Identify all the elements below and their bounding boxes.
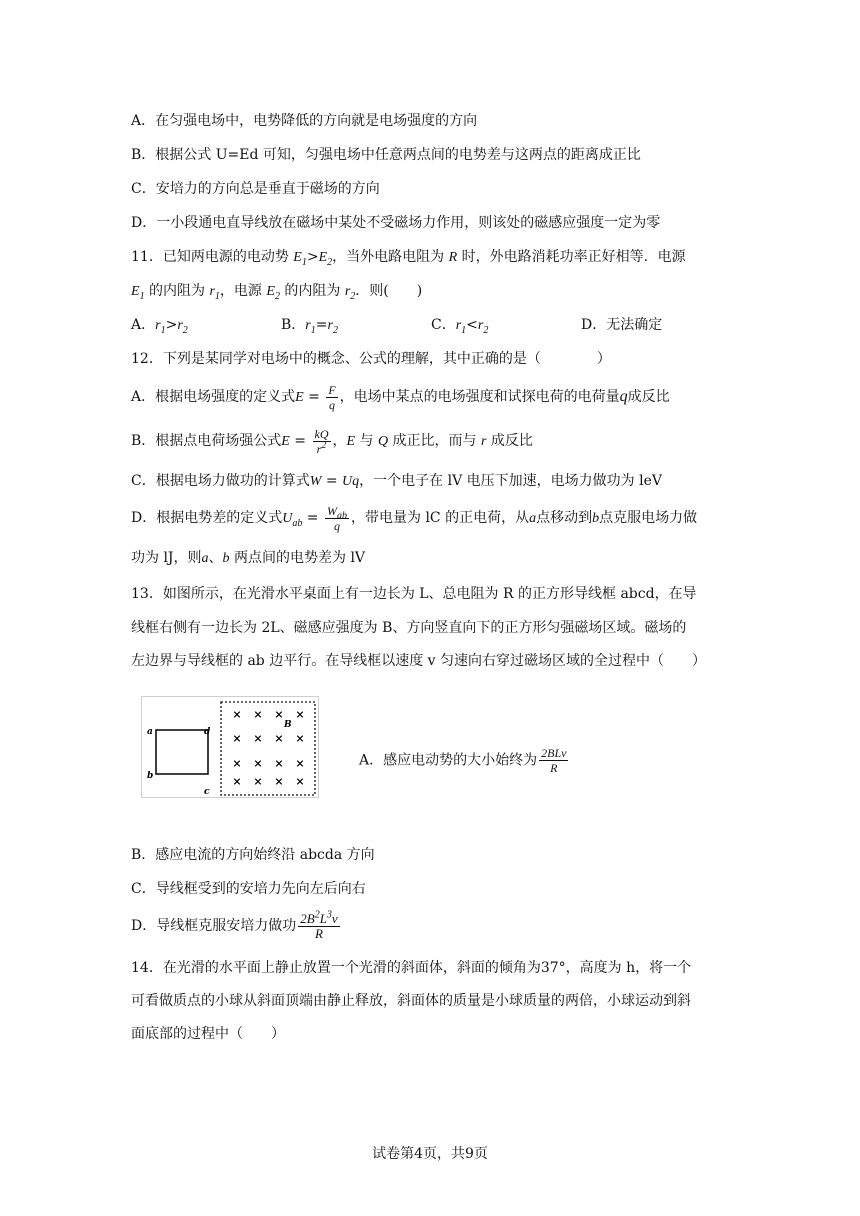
field-cross-3-0: × [232, 775, 242, 788]
q11-option-a: A．$r_1>r_2$ [131, 317, 188, 336]
q13-option-d: D．导线框克服安培力做功 $\frac{2B^2L^3v}{R}$ [131, 909, 338, 941]
q10-option-b: B．根据公式 U=Ed 可知，匀强电场中任意两点间的电势差与这两点的距离成正比 [131, 147, 641, 163]
q11-option-d: D．无法确定 [581, 317, 663, 333]
field-cross-0-1: × [253, 708, 263, 721]
q10-option-d: D．一小段通电直导线放在磁场中某处不受磁场力作用，则该处的磁感应强度一定为零 [131, 215, 661, 231]
figure-border [142, 697, 319, 798]
q13-option-a: A．感应电动势的大小始终为 $\frac{\text{2BLv}}{R}$ [359, 746, 567, 775]
q12-stem: 12．下列是某同学对电场中的概念、公式的理解，其中正确的是（ ） [131, 351, 611, 367]
label-a: a [147, 727, 153, 737]
q11-option-b: B．$r_1=r_2$ [281, 317, 338, 336]
field-cross-2-2: × [274, 757, 284, 770]
field-crosses [232, 708, 304, 788]
q13-stem-line2: 线框右侧有一边长为 2L、磁感应强度为 B、方向竖直向下的正方形匀强磁场区域。磁场的 [131, 620, 687, 636]
label-c: c [204, 787, 210, 797]
field-cross-0-3: × [295, 708, 305, 721]
q14-stem-line1: 14．在光滑的水平面上静止放置一个光滑的斜面体，斜面的倾角为37°，高度为 h，将一个 [131, 960, 692, 976]
q13-stem-line1: 13．如图所示，在光滑水平桌面上有一边长为 L、总电阻为 R 的正方形导线框 abcd，在导 [131, 586, 697, 602]
field-cross-1-1: × [253, 732, 263, 745]
field-cross-3-3: × [295, 775, 305, 788]
q14-stem-line2: 可看做质点的小球从斜面顶端由静止释放，斜面体的质量是小球质量的两倍，小球运动到斜 [131, 993, 691, 1009]
q11-option-c: C．$r_1<r_2$ [431, 317, 489, 336]
field-cross-1-2: × [274, 732, 284, 745]
q13-option-c: C．导线框受到的安培力先向左后向右 [131, 881, 366, 897]
q12-option-a: A．根据电场强度的定义式E = $\frac{F}{q}$ ，电场中某点的电场强度和试探电荷的电荷量q成反比 [131, 382, 670, 412]
q12-option-d: D．根据电势差的定义式$U_{ab}$ = $\frac{W_{ab}}{q}$ ，带电量为 lC 的正电荷，从a点移动到b点克服电场力做 [131, 503, 698, 533]
field-cross-1-0: × [232, 732, 242, 745]
q13-option-b: B．感应电流的方向始终沿 abcda 方向 [131, 847, 375, 863]
label-field-B: B [284, 720, 292, 730]
q13-stem-line3: 左边界与导线框的 ab 边平行。在导线框以速度 v 匀速向右穿过磁场区域的全过程中（ ） [131, 653, 707, 669]
q12-option-c: C．根据电场力做功的计算式W = Uq，一个电子在 lV 电压下加速，电场力做功为 leV [131, 473, 662, 489]
q12-option-b: B．根据点电荷场强公式E = $\frac{kQ}{r^2}$ ，E 与 Q 成正比，而与 r 成反比 [131, 426, 533, 456]
wire-loop [156, 730, 208, 774]
field-cross-3-1: × [253, 775, 263, 788]
field-cross-0-2: × [274, 708, 284, 721]
q10-option-a: A．在匀强电场中，电势降低的方向就是电场强度的方向 [131, 113, 478, 129]
q10-option-c: C．安培力的方向总是垂直于磁场的方向 [131, 181, 380, 197]
field-cross-2-3: × [295, 757, 305, 770]
field-cross-2-0: × [232, 757, 242, 770]
label-b: b [147, 771, 154, 781]
q12-option-d-cont: 功为 lJ，则a、b 两点间的电势差为 lV [131, 550, 366, 566]
field-cross-2-1: × [253, 757, 263, 770]
label-d: d [204, 727, 211, 737]
page-footer: 试卷第4页，共9页 [372, 1146, 488, 1162]
q13-figure [141, 696, 319, 798]
q11-stem-line2: $E_1$ 的内阻为 $r_1$，电源 $E_2$ 的内阻为 $r_2$．则( ) [131, 283, 423, 302]
q11-stem-line1: 11．已知两电源的电动势 $E_1>E_2$，当外电路电阻为 R 时，外电路消耗功率正好相等．电源 [131, 249, 686, 268]
field-cross-3-2: × [274, 775, 284, 788]
field-cross-0-0: × [232, 708, 242, 721]
q14-stem-line3: 面底部的过程中（ ） [131, 1026, 285, 1042]
field-cross-1-3: × [295, 732, 305, 745]
